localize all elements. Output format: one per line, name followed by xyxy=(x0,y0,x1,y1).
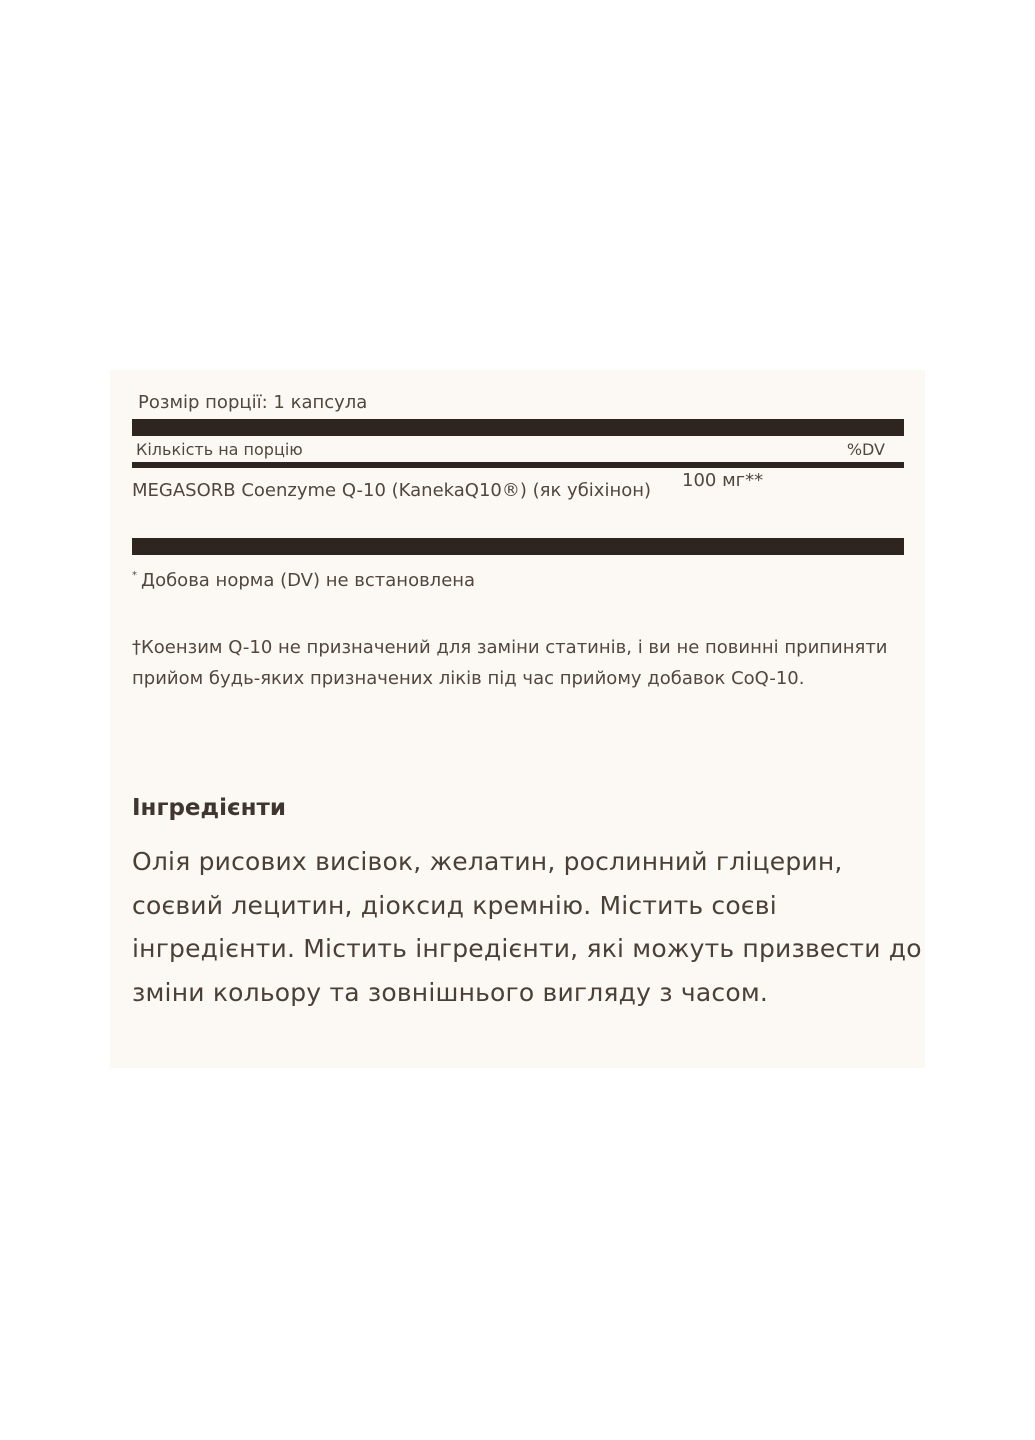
footnote-marker: * xyxy=(132,570,137,581)
supplement-facts-panel xyxy=(110,370,925,1068)
coq10-disclaimer: †Коензим Q-10 не призначений для заміни статинів, і ви не повинні припиняти прийом будь-яких призначених ліків під час прийому добавок CoQ-10. xyxy=(132,637,888,689)
amount-per-serving-label: Кількість на порцію xyxy=(136,440,303,459)
serving-size: Розмір порції: 1 капсула xyxy=(138,392,368,413)
ingredients-heading: Інгредієнти xyxy=(132,795,286,821)
thin-divider xyxy=(132,462,904,468)
dv-footnote-text: Добова норма (DV) не встановлена xyxy=(141,570,476,591)
nutrient-amount: 100 мг** xyxy=(682,470,764,491)
dv-footnote xyxy=(132,570,475,591)
daily-value-header: %DV xyxy=(846,440,885,459)
nutrient-name: MEGASORB Coenzyme Q-10 (KanekaQ10®) (як убіхінон) xyxy=(132,480,652,501)
thick-divider-bottom xyxy=(132,538,904,555)
ingredients-text: Олія рисових висівок, желатин, рослинний гліцерин, соєвий лецитин, діоксид кремнію. Містить соєві інгредієнти. Містить інгредієнти, які можуть призвести до зміни кольору та зовнішнього вигляду з часом. xyxy=(132,847,922,1007)
thick-divider-top xyxy=(132,419,904,436)
